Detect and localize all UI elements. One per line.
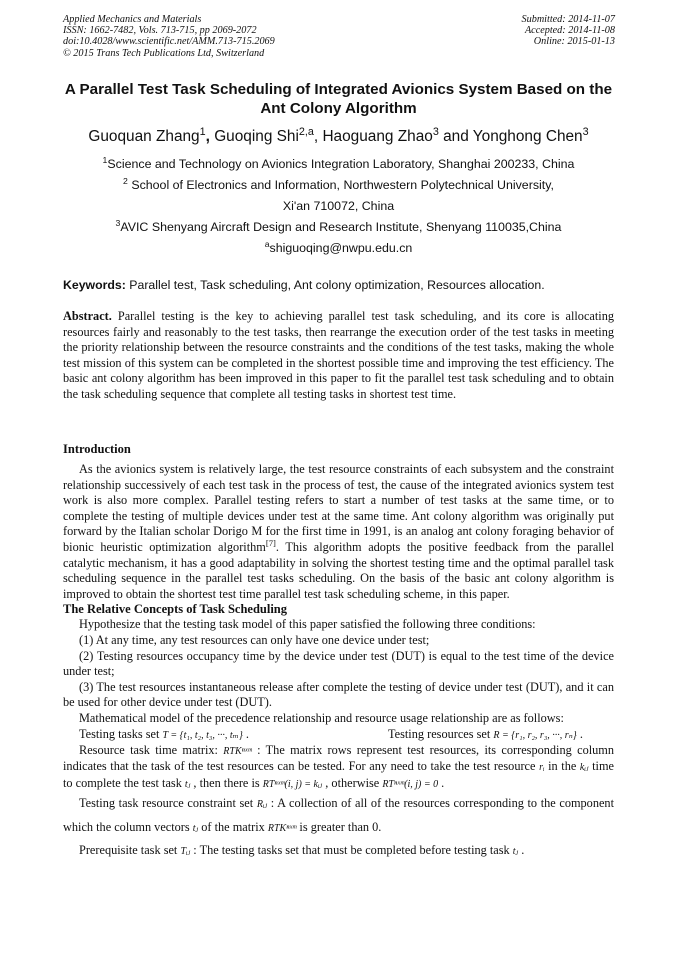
set-label: Testing tasks set [79,726,163,741]
text: . [518,843,525,858]
author-affiliation-mark: 1 [199,125,206,138]
paragraph-text: . This algorithm adopts the positive feedback from the parallel catalytic mechanism, it has a good adaptability in solving the shortest testing time and the optimal parallel task scheduling sequence in the parallel test tasks scheduling. On the basis of the basic ant colony algorithm is improved to obtain the shortest test time parallel test task scheduling scheme, in this paper. [63,539,614,601]
journal-name: Applied Mechanics and Materials [63,14,202,25]
submitted-date: Submitted: 2014-11-07 [521,14,615,25]
affiliation-2 [63,175,614,196]
email-text: shiguoqing@nwpu.edu.cn [269,241,413,255]
introduction-section [63,442,614,862]
sets-definition [63,727,614,743]
resources-set [388,727,583,744]
paper-title: A Parallel Test Task Scheduling of Integrated Avionics System Based on the Ant Colony Algorithm [64,81,613,117]
affiliation-mark: a [264,238,270,249]
text: Prerequisite task set [79,843,181,858]
math-symbol: Rᵢⱼ [256,799,268,811]
author-affiliation-mark: 3 [432,125,439,138]
affiliation-3 [63,217,614,238]
math-symbol: tⱼ [192,823,199,835]
abstract [63,309,614,403]
paragraph-text: As the avionics system is relatively large, the test resource constraints of each subsystem and the constraint relationship successively of each test task in the process of test, the cause of the integrated avionics system test work is also more complex. Parallel testing refers to start a number of test tasks at the same time, or to complete the testing of multiple devices under test at the same time. Ant colony algorithm was originally put forward by the Italian scholar Dorigo M for the first time in 1991, is an analog ant colony foraging behavior of bionic heuristic optimization algorithm [63,462,614,554]
math-symbol: rᵢ [539,762,545,774]
author-separator: , [205,128,215,145]
prerequisite-definition [63,840,614,862]
introduction-paragraph [63,462,614,602]
math-symbol: Tᵢⱼ [180,846,191,858]
text: . [438,775,445,790]
abstract-label: Abstract. [63,309,112,323]
math-symbol: kᵢⱼ [579,762,589,774]
author-name: Haoguang Zhao [322,128,433,145]
condition-1: (1) At any time, any test resources can only have one device under test; [79,632,430,647]
text: in the [544,759,580,774]
journal-header [63,14,615,59]
text: time to complete the test task [63,759,614,790]
text: Testing task resource constraint set [79,796,257,811]
affiliation-2-city: Xi'an 710072, China [282,199,395,213]
resource-constraint-definition [63,792,614,840]
math-symbol: tⱼ [184,778,191,790]
keywords-label: Keywords: [63,278,126,292]
text: Resource task time matrix: [79,742,224,757]
accepted-date: Accepted: 2014-11-08 [524,25,615,37]
affiliation-mark: 1 [102,154,108,165]
author-name: Yonghong Chen [472,128,583,145]
affiliation-1 [63,154,614,175]
author-name: Guoquan Zhang [88,128,200,145]
author-affiliation-mark: 3 [582,125,589,138]
math-symbol: RTKⁿˣᵐ [223,745,252,757]
online-date: Online: 2015-01-13 [533,36,615,48]
doi-line: doi:10.4028/www.scientific.net/AMM.713-715.2069 [63,36,275,48]
equation: RTⁿˣᵐ(i, j) = 0 [382,778,439,790]
text: , then there is [190,775,263,790]
tasks-set [79,727,249,744]
author-separator: and [438,128,473,145]
model-intro: Mathematical model of the precedence relationship and resource usage relationship are as follows: [79,710,564,725]
math-symbol: RTKⁿˣᵐ [267,823,297,835]
math-symbol: tⱼ [512,846,519,858]
issn-line: ISSN: 1662-7482, Vols. 713-715, pp 2069-2072 [63,25,257,37]
equation: R = {r₁, r₂, r₃, ···, rₙ} [493,729,577,741]
affiliations [63,154,614,259]
text: is greater than 0. [296,820,382,835]
author-name: Guoqing Shi [214,128,299,145]
text: of the matrix [198,820,268,835]
author-separator: , [313,128,323,145]
rtk-definition [63,743,614,793]
abstract-text: Parallel testing is the key to achieving parallel test task scheduling, and its core is allocating resources fairly and reasonably to the test tasks, then rearrange the execution order of the test tasks in meeting the priority relationship between the resource constraints and the conditions of the test tasks, making the whole test mission of this system can be completed in the shortest possible time and improving the test efficiency. The basic ant colony algorithm has been improved in this paper to fit the parallel test task scheduling and to obtain the task scheduling sequence that complete all testing tasks in shortest test time. [63,309,614,401]
author-list [63,125,614,146]
affiliation-text: School of Electronics and Information, Northwestern Polytechnical University, [127,178,554,192]
text: : The testing tasks set that must be completed before testing task [190,843,513,858]
equation: RTⁿˣᵐ(i, j) = kᵢⱼ [262,778,323,790]
journal-info [63,14,275,59]
condition-3: (3) The test resources instantaneous release after complete the testing of device under test (DUT), and it can be used for other device under test (DUT). [63,679,614,710]
affiliation-text: AVIC Shenyang Aircraft Design and Research Institute, Shenyang 110035,China [120,220,562,234]
submission-dates [522,14,615,48]
copyright-line: © 2015 Trans Tech Publications Ltd, Switzerland [63,47,265,59]
condition-2: (2) Testing resources occupancy time by the device under test (DUT) is equal to the test time of the device under test; [63,648,614,679]
citation-ref: [7] [265,537,276,548]
keywords-text: Parallel test, Task scheduling, Ant colony optimization, Resources allocation. [125,278,545,292]
affiliation-text: Science and Technology on Avionics Integration Laboratory, Shanghai 200233, China [107,157,575,171]
affiliation-mark: 2 [123,175,128,186]
text: , otherwise [322,775,383,790]
corresponding-email [63,238,614,259]
set-label: Testing resources set [388,726,494,741]
affiliation-mark: 3 [115,217,121,228]
section-heading: The Relative Concepts of Task Scheduling [63,602,287,617]
section-heading: Introduction [63,442,131,456]
keywords [63,278,614,292]
punctuation: . [242,726,249,741]
hypothesis-text: Hypothesize that the testing task model of this paper satisfied the following three conditions: [79,617,536,632]
text: : A collection of all of the resources corresponding to the component which the column vectors [63,796,614,835]
equation: T = {t₁, t₂, t₃, ···, tₘ} [162,729,243,741]
punctuation: . [576,726,583,741]
author-affiliation-mark: 2,a [298,125,314,138]
text: : The matrix rows represent test resources, its corresponding column indicates that the task of the test resources can be tested. For any need to take the test resource [63,742,614,774]
